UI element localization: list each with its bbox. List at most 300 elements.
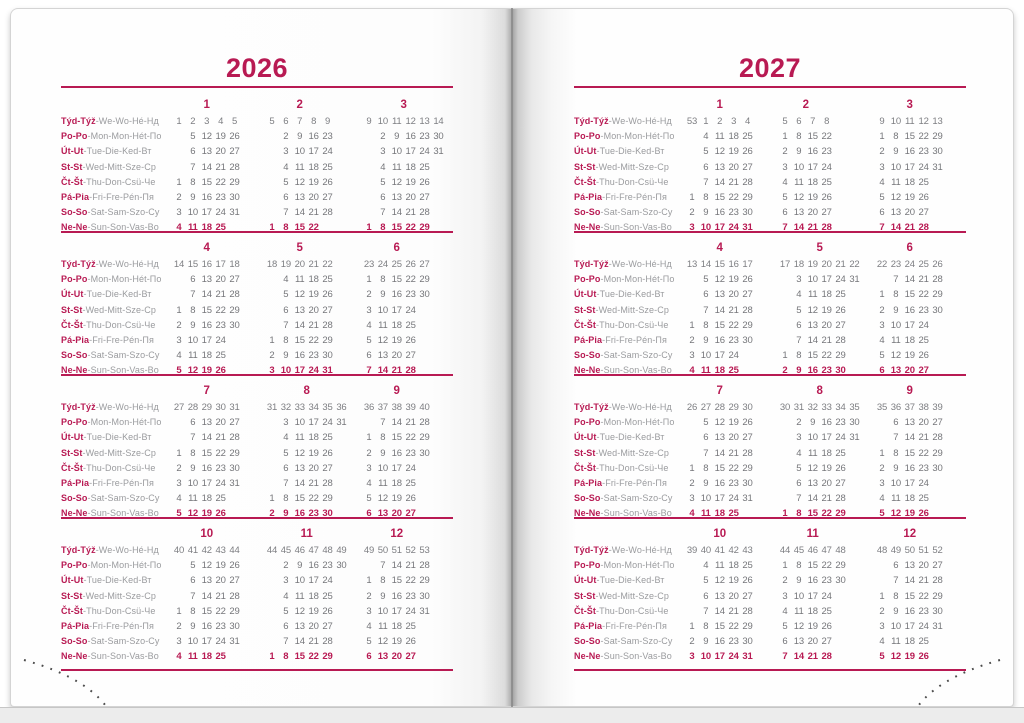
date-cell: 14 xyxy=(294,319,305,331)
weekday-label-secondary: -Fri-Fre-Pén-Пя xyxy=(89,620,154,631)
weekday-label xyxy=(61,476,161,491)
sunday-date-cell: 9 xyxy=(796,365,802,377)
date-cell: 19 xyxy=(904,191,915,203)
date-cell: 1 xyxy=(269,493,275,505)
weekday-label-primary: Pá-Pia xyxy=(61,477,90,488)
date-cell: 30 xyxy=(742,477,753,489)
date-cell: 8 xyxy=(796,560,802,572)
date-cell: 21 xyxy=(308,636,319,648)
date-cell: 22 xyxy=(405,432,416,444)
weekday-label-primary: Čt-Št xyxy=(61,462,83,473)
date-cell: 20 xyxy=(904,207,915,219)
weekday-label-secondary: -Wed-Mitt-Sze-Ср xyxy=(82,304,156,315)
date-cell: 19 xyxy=(807,191,818,203)
date-cell xyxy=(362,144,376,159)
week-number-cell: 34 xyxy=(308,402,319,413)
date-cell: 16 xyxy=(807,146,818,158)
date-cell: 23 xyxy=(728,207,739,219)
date-cell: 6 xyxy=(380,191,386,203)
date-cell: 13 xyxy=(201,417,212,429)
date-cell: 20 xyxy=(308,304,319,316)
week-number-cell: 48 xyxy=(876,545,888,556)
date-cell xyxy=(334,430,348,445)
week-number-cell: 22 xyxy=(322,259,333,270)
date-cell: 18 xyxy=(405,161,416,173)
date-cell: 18 xyxy=(201,350,212,362)
month-number: 11 xyxy=(806,528,819,540)
date-cell: 19 xyxy=(807,620,818,632)
date-cell xyxy=(362,175,376,190)
date-cell: 25 xyxy=(821,605,832,617)
month-grid xyxy=(172,114,242,236)
month-grid xyxy=(362,257,432,379)
date-cell: 4 xyxy=(879,334,885,346)
week-number-cell: 22 xyxy=(849,259,860,270)
week-number-cell: 31 xyxy=(266,402,278,413)
date-cell: 6 xyxy=(703,289,709,301)
month-block xyxy=(778,242,861,379)
sunday-date-cell: 25 xyxy=(215,651,226,663)
date-cell: 18 xyxy=(308,590,319,602)
date-cell: 21 xyxy=(405,207,416,219)
date-cell: 3 xyxy=(689,350,695,362)
date-cell: 30 xyxy=(229,191,240,203)
date-cell: 17 xyxy=(821,432,832,444)
sunday-date-cell: 15 xyxy=(807,508,818,520)
date-cell: 12 xyxy=(714,146,725,158)
date-cell: 12 xyxy=(391,176,402,188)
date-cell: 17 xyxy=(714,493,725,505)
weekday-label xyxy=(574,430,674,445)
date-cell xyxy=(265,190,279,205)
date-cell: 16 xyxy=(714,477,725,489)
month-groups xyxy=(61,88,453,671)
date-cell: 8 xyxy=(703,319,709,331)
date-cell: 8 xyxy=(190,605,196,617)
date-cell xyxy=(778,446,792,461)
weekday-label xyxy=(61,175,161,190)
date-cell: 14 xyxy=(904,575,915,587)
weekday-label xyxy=(574,257,674,272)
weekday-label-secondary: -We-Wo-Hé-Нд xyxy=(95,116,159,126)
date-cell: 14 xyxy=(201,289,212,301)
date-cell: 2 xyxy=(879,605,885,617)
date-cell: 19 xyxy=(728,575,739,587)
weekday-label-primary: St-St xyxy=(61,590,83,601)
date-cell: 19 xyxy=(821,304,832,316)
date-cell: 21 xyxy=(405,417,416,429)
page-left-2026 xyxy=(10,8,512,707)
sunday-date-cell: 4 xyxy=(689,365,695,377)
date-cell: 25 xyxy=(918,636,929,648)
date-cell: 27 xyxy=(229,274,240,286)
weekday-label-secondary: -Sun-Son-Vas-Во xyxy=(600,651,672,662)
date-cell: 26 xyxy=(835,304,846,316)
week-number-cell: 38 xyxy=(918,402,929,413)
weekday-label-secondary: -Mon-Mon-Hét-По xyxy=(600,131,675,142)
sunday-date-cell: 31 xyxy=(742,222,753,234)
date-cell: 24 xyxy=(821,161,832,173)
date-cell: 13 xyxy=(294,462,305,474)
date-cell: 4 xyxy=(283,161,289,173)
date-cell: 25 xyxy=(322,590,333,602)
date-cell: 2 xyxy=(380,131,386,143)
date-cell: 10 xyxy=(187,477,198,489)
weekday-label-primary: So-So xyxy=(61,493,88,504)
weekday-label-secondary: -Sun-Son-Vas-Во xyxy=(87,365,159,376)
date-cell: 10 xyxy=(807,274,818,286)
book-spine xyxy=(511,8,513,707)
sunday-date-cell: 3 xyxy=(689,651,695,663)
weekday-label-secondary: -We-Wo-Hé-Нд xyxy=(608,116,672,126)
date-cell xyxy=(265,461,279,476)
weekday-label-secondary: -Fri-Fre-Pén-Пя xyxy=(89,191,154,202)
date-cell: 30 xyxy=(932,146,943,158)
sunday-date-cell: 28 xyxy=(821,222,832,234)
sunday-date-cell: 19 xyxy=(201,365,212,377)
date-cell xyxy=(847,303,861,318)
date-cell: 9 xyxy=(190,620,196,632)
date-cell xyxy=(431,175,445,190)
date-cell: 19 xyxy=(728,274,739,286)
date-cell: 11 xyxy=(294,590,305,602)
date-cell xyxy=(265,604,279,619)
date-cell: 24 xyxy=(405,605,416,617)
date-cell: 28 xyxy=(419,417,430,429)
page-right-2027 xyxy=(512,8,1014,707)
date-cell xyxy=(418,348,432,363)
date-cell: 13 xyxy=(890,207,901,219)
date-cell xyxy=(172,129,186,144)
date-cell: 27 xyxy=(229,575,240,587)
date-cell: 25 xyxy=(835,289,846,301)
date-cell: 20 xyxy=(918,560,929,572)
weekday-label-secondary: -Sat-Sam-Szo-Су xyxy=(87,207,160,218)
month-number: 4 xyxy=(203,242,210,254)
date-cell: 1 xyxy=(782,560,788,572)
date-cell xyxy=(847,461,861,476)
date-cell: 8 xyxy=(283,334,289,346)
week-number-cell: 44 xyxy=(266,545,278,556)
date-cell: 18 xyxy=(308,274,319,286)
date-cell xyxy=(418,318,432,333)
date-cell: 6 xyxy=(893,560,899,572)
sunday-date-cell: 13 xyxy=(377,508,388,520)
weekday-label-secondary: -Tue-Die-Ked-Вт xyxy=(596,289,665,300)
sunday-date-cell: 31 xyxy=(322,365,333,377)
weekday-label-primary: Po-Po xyxy=(574,417,601,428)
weekday-label xyxy=(574,205,674,220)
date-cell: 7 xyxy=(703,605,709,617)
date-cell xyxy=(778,333,792,348)
week-number-cell: 23 xyxy=(363,259,375,270)
date-cell: 10 xyxy=(377,605,388,617)
date-cell: 26 xyxy=(419,176,430,188)
calendar-group-row xyxy=(574,519,966,671)
date-cell xyxy=(172,589,186,604)
month-number: 8 xyxy=(816,385,823,397)
date-cell: 13 xyxy=(807,319,818,331)
date-cell: 10 xyxy=(890,161,901,173)
week-number-cell: 11 xyxy=(904,116,915,127)
date-cell: 13 xyxy=(714,590,725,602)
date-cell: 9 xyxy=(703,334,709,346)
date-cell xyxy=(685,415,699,430)
date-cell: 1 xyxy=(366,432,372,444)
week-number-cell: 38 xyxy=(391,402,402,413)
date-cell: 23 xyxy=(821,146,832,158)
week-number-cell: 15 xyxy=(187,259,198,270)
date-cell: 27 xyxy=(419,191,430,203)
date-cell: 28 xyxy=(229,432,240,444)
date-cell: 3 xyxy=(366,605,372,617)
date-cell xyxy=(931,205,945,220)
date-cell: 6 xyxy=(283,620,289,632)
sunday-date-cell: 4 xyxy=(689,508,695,520)
weekday-label-secondary: -We-Wo-Hé-Нд xyxy=(95,259,159,269)
date-cell: 22 xyxy=(821,560,832,572)
date-cell: 15 xyxy=(201,447,212,459)
date-cell: 4 xyxy=(283,432,289,444)
weekday-label-secondary: -Sun-Son-Vas-Во xyxy=(87,508,159,519)
date-cell: 16 xyxy=(201,620,212,632)
weekday-label-primary: Ne-Ne xyxy=(574,222,601,233)
date-cell: 29 xyxy=(229,304,240,316)
week-number-cell: 51 xyxy=(918,545,929,556)
sunday-date-cell: 25 xyxy=(215,222,226,234)
weekday-label-primary: Pá-Pia xyxy=(574,191,603,202)
weekday-label xyxy=(574,558,674,573)
date-cell: 25 xyxy=(405,620,416,632)
date-cell: 8 xyxy=(796,350,802,362)
weekday-label-secondary: -Mon-Mon-Hét-По xyxy=(87,560,162,571)
sunday-date-cell: 5 xyxy=(879,651,885,663)
date-cell: 21 xyxy=(728,176,739,188)
date-cell xyxy=(362,160,376,175)
weekday-label xyxy=(574,604,674,619)
weekday-label xyxy=(61,400,161,415)
week-number-cell: 43 xyxy=(742,545,753,556)
date-cell xyxy=(228,348,242,363)
weekday-label-primary: St-St xyxy=(61,161,83,172)
date-cell xyxy=(172,573,186,588)
date-cell: 8 xyxy=(283,493,289,505)
date-cell: 20 xyxy=(728,161,739,173)
weekday-label xyxy=(574,589,674,604)
month-grid xyxy=(875,257,945,379)
week-number-cell: 14 xyxy=(433,116,444,127)
date-cell: 9 xyxy=(796,146,802,158)
date-cell: 14 xyxy=(714,176,725,188)
month-number: 2 xyxy=(802,99,809,111)
date-cell: 12 xyxy=(377,493,388,505)
date-cell: 1 xyxy=(879,447,885,459)
date-cell: 26 xyxy=(835,462,846,474)
date-cell: 3 xyxy=(283,575,289,587)
date-cell: 30 xyxy=(742,636,753,648)
date-cell: 11 xyxy=(188,350,198,362)
week-number-cell: 31 xyxy=(793,402,804,413)
weekday-label xyxy=(61,491,161,506)
date-cell xyxy=(172,558,186,573)
date-cell: 1 xyxy=(176,447,182,459)
date-cell xyxy=(685,303,699,318)
weekday-label xyxy=(61,257,161,272)
date-cell: 23 xyxy=(215,191,226,203)
date-cell: 17 xyxy=(308,146,319,158)
weekday-label-secondary: -Tue-Die-Ked-Вт xyxy=(83,289,152,300)
date-cell: 24 xyxy=(215,334,226,346)
date-cell: 14 xyxy=(391,207,402,219)
date-cell: 19 xyxy=(728,417,739,429)
date-cell xyxy=(418,634,432,649)
date-cell: 6 xyxy=(796,477,802,489)
date-cell: 23 xyxy=(835,417,846,429)
week-number-cell: 41 xyxy=(714,545,725,556)
date-cell: 10 xyxy=(391,146,402,158)
date-cell: 17 xyxy=(405,146,416,158)
weekday-label-primary: Týd-Týž xyxy=(574,402,609,412)
date-cell xyxy=(334,573,348,588)
date-cell xyxy=(778,476,792,491)
date-cell: 22 xyxy=(728,191,739,203)
sunday-date-cell: 23 xyxy=(308,508,319,520)
date-cell xyxy=(875,558,889,573)
month-block xyxy=(875,528,945,665)
month-block xyxy=(685,242,755,379)
date-cell: 14 xyxy=(294,477,305,489)
date-cell: 27 xyxy=(322,462,333,474)
date-cell: 18 xyxy=(821,289,832,301)
month-block xyxy=(362,528,432,665)
weekday-label-primary: St-St xyxy=(574,590,596,601)
date-cell: 15 xyxy=(201,605,212,617)
date-cell: 28 xyxy=(322,207,333,219)
date-cell: 16 xyxy=(391,590,402,602)
weekday-label-primary: Ne-Ne xyxy=(61,365,88,376)
date-cell: 12 xyxy=(714,575,725,587)
date-cell: 19 xyxy=(308,605,319,617)
date-cell: 30 xyxy=(835,575,846,587)
date-cell: 20 xyxy=(391,350,402,362)
week-number-cell: 48 xyxy=(322,545,333,556)
week-number-cell: 10 xyxy=(890,116,901,127)
date-cell: 28 xyxy=(322,477,333,489)
date-cell: 4 xyxy=(176,493,182,505)
date-cell: 10 xyxy=(187,636,198,648)
date-cell: 24 xyxy=(821,590,832,602)
date-cell: 23 xyxy=(215,319,226,331)
weekday-label-secondary: -Thu-Don-Csü-Че xyxy=(596,462,669,473)
date-cell: 3 xyxy=(879,319,885,331)
week-number-cell: 18 xyxy=(266,259,278,270)
date-cell: 2 xyxy=(283,131,289,143)
sunday-date-cell xyxy=(834,649,848,664)
date-cell: 23 xyxy=(322,560,333,572)
date-cell xyxy=(265,175,279,190)
sunday-date-cell: 19 xyxy=(904,651,915,663)
date-cell: 17 xyxy=(807,161,818,173)
date-cell: 29 xyxy=(932,131,943,143)
sunday-date-cell: 26 xyxy=(918,651,929,663)
month-number: 12 xyxy=(390,528,404,540)
date-cell: 27 xyxy=(918,207,929,219)
week-number-cell: 53 xyxy=(686,116,698,127)
date-cell: 31 xyxy=(742,493,753,505)
date-cell: 13 xyxy=(377,350,388,362)
date-cell: 15 xyxy=(807,560,818,572)
weekday-label xyxy=(574,114,674,129)
month-grid xyxy=(362,400,432,522)
weekday-label-column xyxy=(574,114,674,236)
date-cell: 8 xyxy=(703,620,709,632)
date-cell xyxy=(685,175,699,190)
date-cell xyxy=(847,333,861,348)
month-block xyxy=(265,385,348,522)
date-cell: 22 xyxy=(821,350,832,362)
date-cell xyxy=(875,272,889,287)
weekday-label-primary: Čt-Št xyxy=(574,605,596,616)
date-cell: 7 xyxy=(380,417,386,429)
week-number-cell: 13 xyxy=(686,259,698,270)
weekday-label-primary: Út-Ut xyxy=(574,432,597,443)
date-cell xyxy=(685,129,699,144)
date-cell: 3 xyxy=(176,636,182,648)
date-cell: 24 xyxy=(215,477,226,489)
date-cell: 28 xyxy=(835,334,846,346)
week-number-cell: 46 xyxy=(294,545,305,556)
week-number-cell: 2 xyxy=(190,116,196,127)
date-cell: 3 xyxy=(283,146,289,158)
date-cell: 13 xyxy=(793,636,804,648)
date-cell xyxy=(931,634,945,649)
date-cell: 29 xyxy=(742,191,753,203)
weekday-label-primary: Út-Ut xyxy=(574,146,597,157)
date-cell: 11 xyxy=(891,334,901,346)
date-cell: 2 xyxy=(782,575,788,587)
weekday-label-secondary: -We-Wo-Hé-Нд xyxy=(608,402,672,412)
weekday-label-secondary: -Wed-Mitt-Sze-Ср xyxy=(595,161,669,172)
weekday-label-secondary: -Wed-Mitt-Sze-Ср xyxy=(82,590,156,601)
date-cell: 9 xyxy=(380,289,386,301)
date-cell: 1 xyxy=(176,605,182,617)
date-cell: 14 xyxy=(807,334,818,346)
date-cell: 16 xyxy=(308,131,319,143)
week-number-cell: 39 xyxy=(932,402,943,413)
date-cell: 15 xyxy=(294,334,305,346)
date-cell: 13 xyxy=(201,274,212,286)
week-number-cell: 5 xyxy=(782,116,788,127)
date-cell: 3 xyxy=(796,432,802,444)
weekday-label-primary: Ne-Ne xyxy=(61,508,88,519)
date-cell: 11 xyxy=(391,161,402,173)
week-number-cell: 22 xyxy=(876,259,888,270)
date-cell: 26 xyxy=(742,417,753,429)
sunday-date-cell: 7 xyxy=(366,365,372,377)
date-cell: 9 xyxy=(297,131,303,143)
calendar-group-row xyxy=(61,233,453,376)
date-cell: 28 xyxy=(229,161,240,173)
weekday-label-primary: Ne-Ne xyxy=(61,651,88,662)
date-cell: 5 xyxy=(283,605,289,617)
month-grid xyxy=(265,114,335,236)
date-cell: 22 xyxy=(405,274,416,286)
date-cell: 10 xyxy=(890,319,901,331)
sunday-date-cell: 7 xyxy=(782,651,788,663)
date-cell: 22 xyxy=(405,575,416,587)
date-cell xyxy=(265,303,279,318)
date-cell: 29 xyxy=(229,605,240,617)
